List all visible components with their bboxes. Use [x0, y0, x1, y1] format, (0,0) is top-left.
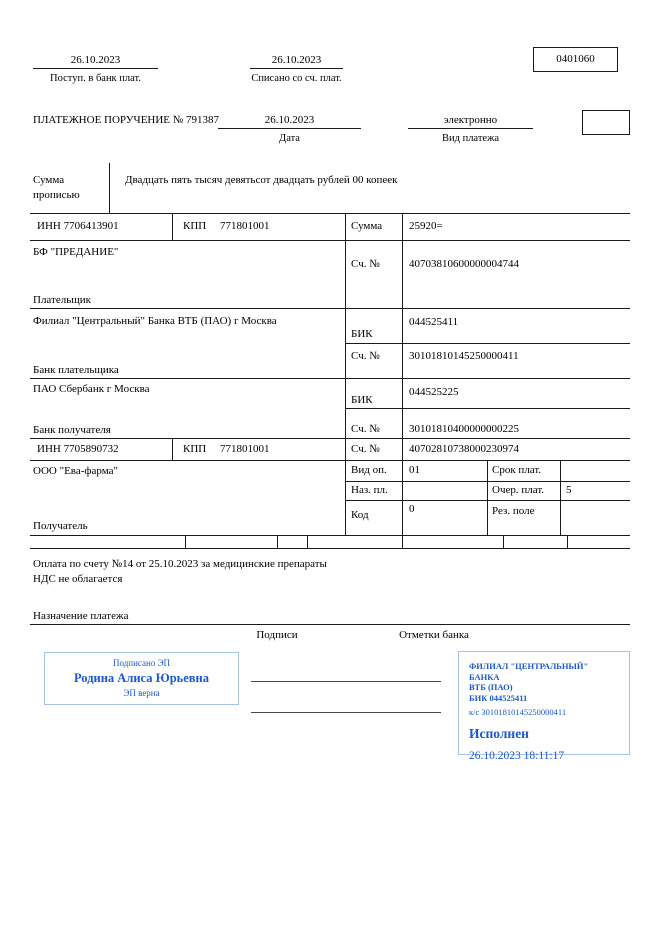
table-line [487, 460, 488, 535]
payer-section-label: Плательщик [33, 294, 91, 306]
signature-line-2 [251, 712, 441, 713]
vid-op-label: Вид оп. [351, 464, 387, 476]
payee-section-label: Получатель [33, 520, 88, 532]
table-line [345, 408, 630, 409]
amount-words-label-2: прописью [33, 189, 80, 201]
esign-stamp-bottom-text: ЭП верна [123, 688, 160, 698]
payee-inn: ИНН 7705890732 [37, 443, 119, 455]
payer-inn: ИНН 7706413901 [37, 220, 119, 232]
amount-words-label-1: Сумма [33, 174, 65, 186]
table-line [30, 535, 630, 536]
table-line [345, 213, 346, 535]
esign-stamp-top-text: Подписано ЭП [112, 658, 171, 668]
srok-plat-label: Срок плат. [492, 464, 542, 476]
ocher-plat-value: 5 [566, 484, 572, 496]
payee-account: 40702810738000230974 [409, 443, 519, 455]
naz-pl-label: Наз. пл. [351, 484, 388, 496]
form-code: 0401060 [556, 53, 595, 65]
payer-account: 40703810600000004744 [409, 258, 519, 270]
received-date: 26.10.2023 [70, 54, 121, 66]
debited-label: Списано со сч. плат. [251, 73, 342, 84]
debited-date: 26.10.2023 [271, 54, 322, 66]
purpose-line-2: НДС не облагается [33, 573, 123, 585]
debited-date-line [250, 68, 343, 69]
kod-value: 0 [409, 503, 415, 515]
payer-name: БФ "ПРЕДАНИЕ" [33, 246, 119, 258]
table-line [402, 535, 403, 548]
payment-kind-underline [408, 128, 533, 129]
table-line [560, 460, 561, 535]
table-line [30, 308, 630, 309]
payer-bank-section-label: Банк плательщика [33, 364, 119, 376]
received-date-line [33, 68, 158, 69]
payee-kpp-label: КПП [183, 443, 207, 455]
payee-bank-bik: 044525225 [409, 386, 459, 398]
amount-words-divider [109, 163, 110, 213]
purpose-underline [30, 624, 630, 625]
table-line [402, 213, 403, 535]
form-code-box [533, 47, 618, 72]
date-underline [218, 128, 361, 129]
table-line [30, 460, 630, 461]
vid-op-value: 01 [409, 464, 420, 476]
document-title: ПЛАТЕЖНОЕ ПОРУЧЕНИЕ № 791387 [33, 114, 220, 126]
table-line [30, 548, 630, 549]
payer-bank-name: Филиал "Центральный" Банка ВТБ (ПАО) г Москва [33, 315, 277, 327]
table-line [30, 240, 630, 241]
table-line [30, 213, 630, 214]
table-line [185, 535, 186, 548]
table-line [567, 535, 568, 548]
payee-name: ООО "Ева-фарма" [33, 465, 118, 477]
table-line [30, 378, 630, 379]
payer-kpp-label: КПП [183, 220, 207, 232]
table-line [172, 213, 173, 240]
payee-bank-account: 30101810400000000225 [409, 423, 519, 435]
payee-bank-account-label: Сч. № [351, 423, 380, 435]
rez-pole-label: Рез. поле [492, 505, 535, 517]
payer-bank-account: 30101810145250000411 [409, 350, 519, 362]
payment-kind-value: электронно [443, 114, 498, 126]
kod-label: Код [351, 509, 369, 521]
table-line [277, 535, 278, 548]
bank-stamp-bank-line-2: ВТБ (ПАО) [469, 682, 513, 692]
bank-stamp-status: Исполнен [469, 725, 529, 741]
purpose-line-1: Оплата по счету №14 от 25.10.2023 за медицинские препараты [33, 558, 327, 570]
payer-account-label: Сч. № [351, 258, 380, 270]
received-label: Поступ. в банк плат. [50, 73, 141, 84]
payee-account-label: Сч. № [351, 443, 380, 455]
payment-kind-label: Вид платежа [441, 133, 499, 144]
payee-bank-name: ПАО Сбербанк г Москва [33, 383, 150, 395]
amount-label: Сумма [351, 220, 383, 232]
signatures-label: Подписи [256, 629, 298, 641]
purpose-section-label: Назначение платежа [33, 610, 129, 622]
table-line [30, 438, 630, 439]
payee-bank-bik-label: БИК [351, 394, 373, 406]
bank-stamp [458, 651, 630, 762]
table-line [307, 535, 308, 548]
ocher-plat-label: Очер. плат. [492, 484, 545, 496]
payee-bank-section-label: Банк получателя [33, 424, 111, 436]
payee-kpp: 771801001 [220, 443, 270, 455]
bank-stamp-datetime: 26.10.2023 18:11:17 [469, 749, 565, 762]
esign-stamp [44, 652, 239, 705]
table-line [503, 535, 504, 548]
amount-words-value: Двадцать пять тысяч девятьсот двадцать рублей 00 копеек [125, 174, 398, 186]
amount-value: 25920= [409, 220, 443, 232]
document-date: 26.10.2023 [264, 114, 315, 126]
bank-marks-label: Отметки банка [399, 629, 469, 641]
payer-bank-bik-label: БИК [351, 328, 373, 340]
table-line [345, 343, 630, 344]
payer-bank-bik: 044525411 [409, 316, 459, 328]
table-line [172, 438, 173, 460]
signature-line-1 [251, 681, 441, 682]
payer-kpp: 771801001 [220, 220, 270, 232]
bank-stamp-bank-line-1: ФИЛИАЛ "ЦЕНТРАЛЬНЫЙ" БАНКА [469, 661, 589, 682]
bank-stamp-corr-account: к/с 30101810145250000411 [469, 707, 567, 717]
payment-kind-box [582, 110, 630, 135]
esign-stamp-signer-name: Родина Алиса Юрьевна [73, 671, 210, 685]
bank-stamp-bik: БИК 044525411 [469, 692, 528, 703]
payer-bank-account-label: Сч. № [351, 350, 380, 362]
date-label: Дата [279, 133, 300, 144]
